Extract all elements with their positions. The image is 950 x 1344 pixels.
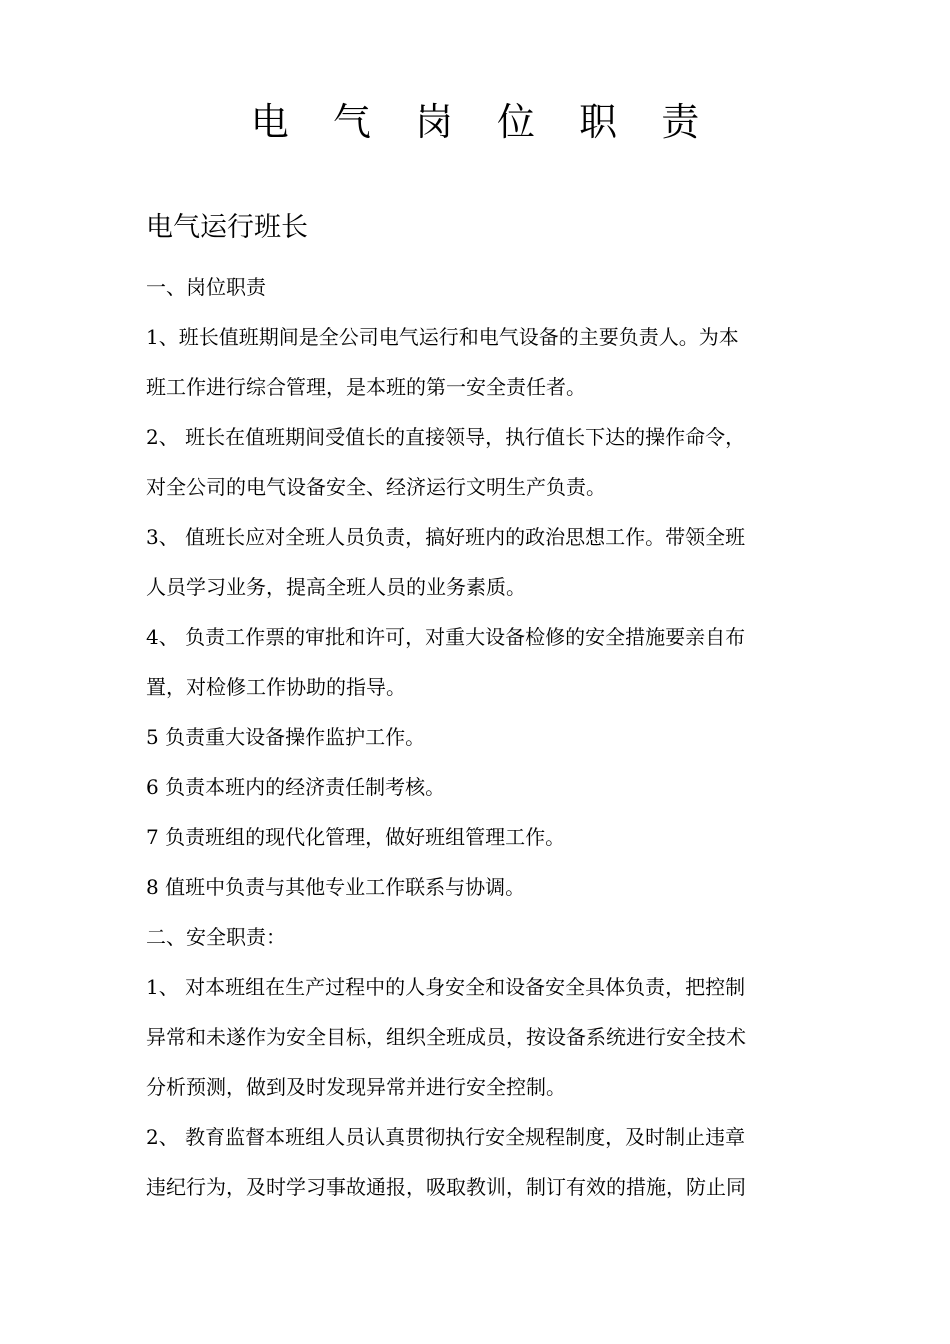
body-line: 4、 负责工作票的审批和许可，对重大设备检修的安全措施要亲自布 [146,625,746,649]
body-line: 异常和未遂作为安全目标，组织全班成员，按设备系统进行安全技术 [146,1025,746,1049]
body-line: 人员学习业务，提高全班人员的业务素质。 [146,575,526,599]
body-line: 1、 对本班组在生产过程中的人身安全和设备安全具体负责，把控制 [146,975,746,999]
body-line: 违纪行为，及时学习事故通报，吸取教训，制订有效的措施，防止同 [146,1175,746,1199]
body-line: 1、班长值班期间是全公司电气运行和电气设备的主要负责人。为本 [146,325,739,349]
body-line: 班工作进行综合管理，是本班的第一安全责任者。 [146,375,586,399]
document-title: 电 气 岗 位 职 责 [250,100,716,144]
body-line: 一、岗位职责 [146,275,266,299]
section-heading: 电气运行班长 [146,212,308,243]
body-line: 置，对检修工作协助的指导。 [146,675,406,699]
body-line: 二、安全职责： [146,925,286,949]
body-line: 8 值班中负责与其他专业工作联系与协调。 [146,875,526,899]
body-line: 2、 班长在值班期间受值长的直接领导，执行值长下达的操作命令， [146,425,746,449]
body-line: 2、 教育监督本班组人员认真贯彻执行安全规程制度，及时制止违章 [146,1125,746,1149]
body-line: 5 负责重大设备操作监护工作。 [146,725,426,749]
document-body [146,262,808,1212]
body-line: 3、 值班长应对全班人员负责，搞好班内的政治思想工作。带领全班 [146,525,746,549]
body-line: 分析预测，做到及时发现异常并进行安全控制。 [146,1075,566,1099]
body-line: 6 负责本班内的经济责任制考核。 [146,775,446,799]
body-line: 7 负责班组的现代化管理，做好班组管理工作。 [146,825,566,849]
body-line: 对全公司的电气设备安全、经济运行文明生产负责。 [146,475,606,499]
